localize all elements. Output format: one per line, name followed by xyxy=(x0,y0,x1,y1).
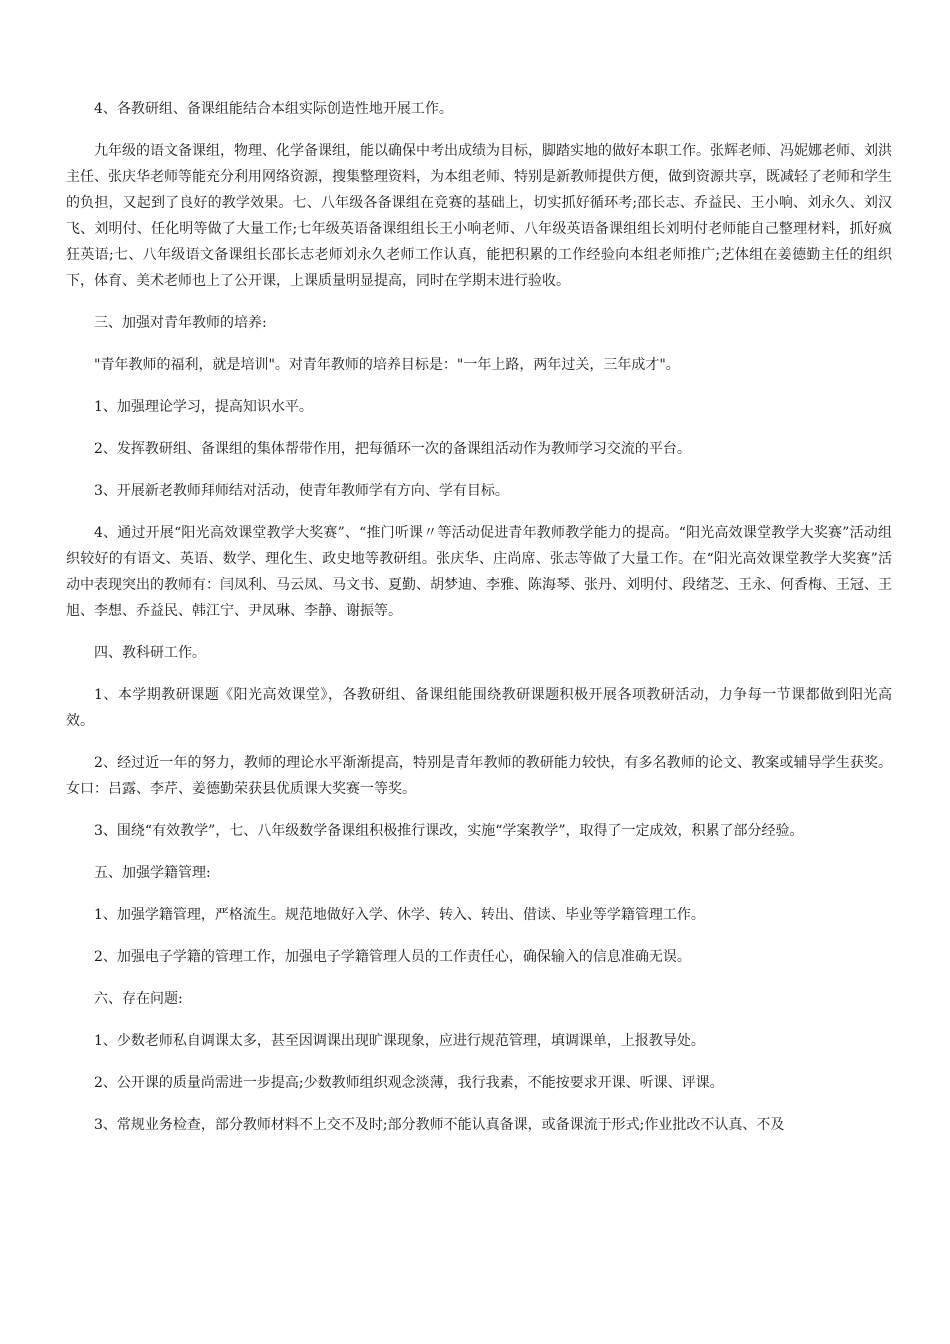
paragraph-research-1: 1、本学期教研课题《阳光高效课堂》，各教研组、备课组能围绕教研课题积极开展各项教研活动，力争每一节课都做到阳光高效。 xyxy=(66,687,892,729)
paragraph-item-2-collective: 2、发挥教研组、备课组的集体帮带作用，把每循环一次的备课组活动作为教师学习交流的平台。 xyxy=(94,441,691,457)
paragraph-item-3-mentoring: 3、开展新老教师拜师结对活动，使青年教师学有方向、学有目标。 xyxy=(94,483,509,499)
paragraph-research-3: 3、围绕“有效教学”，七、八年级数学备课组积极推行课改，实施“学案教学”，取得了一定成效，积累了部分经验。 xyxy=(94,823,804,839)
section-heading-research: 四、教科研工作。 xyxy=(94,645,206,661)
paragraph-training-goal: "青年教师的福利，就是培训"。对青年教师的培养目标是："一年上路，两年过关，三年成才"。 xyxy=(94,357,680,373)
section-heading-problems: 六、存在问题: xyxy=(94,991,183,1007)
paragraph-item-1-theory: 1、加强理论学习，提高知识水平。 xyxy=(94,399,313,415)
section-heading-enrollment: 五、加强学籍管理: xyxy=(94,865,211,881)
paragraph-item-4-contest: 4、通过开展“阳光高效课堂教学大奖赛”、“推门听课〃等活动促进青年教师教学能力的提高。“阳光高效课堂教学大奖赛”活动组织较好的有语文、英语、数学、理化生、政史地等教研组。张庆华、庄尚席、张志等做了大量工作。在“阳光高效课堂教学大奖赛”活动中表现突出的教师有：闫凤利、马云凤、马文书、夏勤、胡梦迪、李雅、陈海琴、张丹、刘明付、段绪芝、王永、何香梅、王冠、王旭、李想、乔益民、韩江宁、尹凤琳、李静、谢振等。 xyxy=(66,525,892,619)
document-page xyxy=(66,96,892,1154)
paragraph-problems-2: 2、公开课的质量尚需进一步提高;少数教师组织观念淡薄，我行我素，不能按要求开课、听课、评课。 xyxy=(94,1075,724,1091)
paragraph-item-4-workgroups: 4、各教研组、备课组能结合本组实际创造性地开展工作。 xyxy=(94,101,453,117)
section-heading-young-teachers: 三、加强对青年教师的培养: xyxy=(94,315,267,331)
paragraph-research-2: 2、经过近一年的努力，教师的理论水平渐渐提高，特别是青年教师的教研能力较快，有多名教师的论文、教案或辅导学生获奖。女口：吕露、李芹、姜德勤荣获县优质课大奖赛一等奖。 xyxy=(66,755,892,797)
paragraph-enrollment-2: 2、加强电子学籍的管理工作，加强电子学籍管理人员的工作责任心，确保输入的信息准确无误。 xyxy=(94,949,691,965)
paragraph-problems-3: 3、常规业务检查，部分教师材料不上交不及时;部分教师不能认真备课，或备课流于形式;作业批改不认真、不及 xyxy=(94,1117,785,1133)
paragraph-enrollment-1: 1、加强学籍管理，严格流生。规范地做好入学、休学、转入、转出、借读、毕业等学籍管理工作。 xyxy=(94,907,705,923)
paragraph-grade9-prep-groups: 九年级的语文备课组，物理、化学备课组，能以确保中考出成绩为目标，脚踏实地的做好本职工作。张辉老师、冯妮娜老师、刘洪主任、张庆华老师等能充分利用网络资源，搜集整理资料，为本组老师、特别是新教师提供方便，做到资源共享，既减轻了老师和学生的负担，又起到了良好的教学效果。七、八年级各备课组在竞赛的基础上，切实抓好循环考;邵长志、乔益民、王小响、刘永久、刘汉飞、刘明付、任化明等做了大量工作;七年级英语备课组组长王小响老师、八年级英语备课组组长刘明付老师能自己整理材料，抓好疯狂英语;七、八年级语文备课组长邵长志老师刘永久老师工作认真，能把积累的工作经验向本组老师推广;艺体组在姜德勤主任的组织下，体育、美术老师也上了公开课，上课质量明显提高，同时在学期末进行验收。 xyxy=(66,143,892,289)
paragraph-problems-1: 1、少数老师私自调课太多，甚至因调课出现旷课现象，应进行规范管理，填调课单，上报教导处。 xyxy=(94,1033,705,1049)
